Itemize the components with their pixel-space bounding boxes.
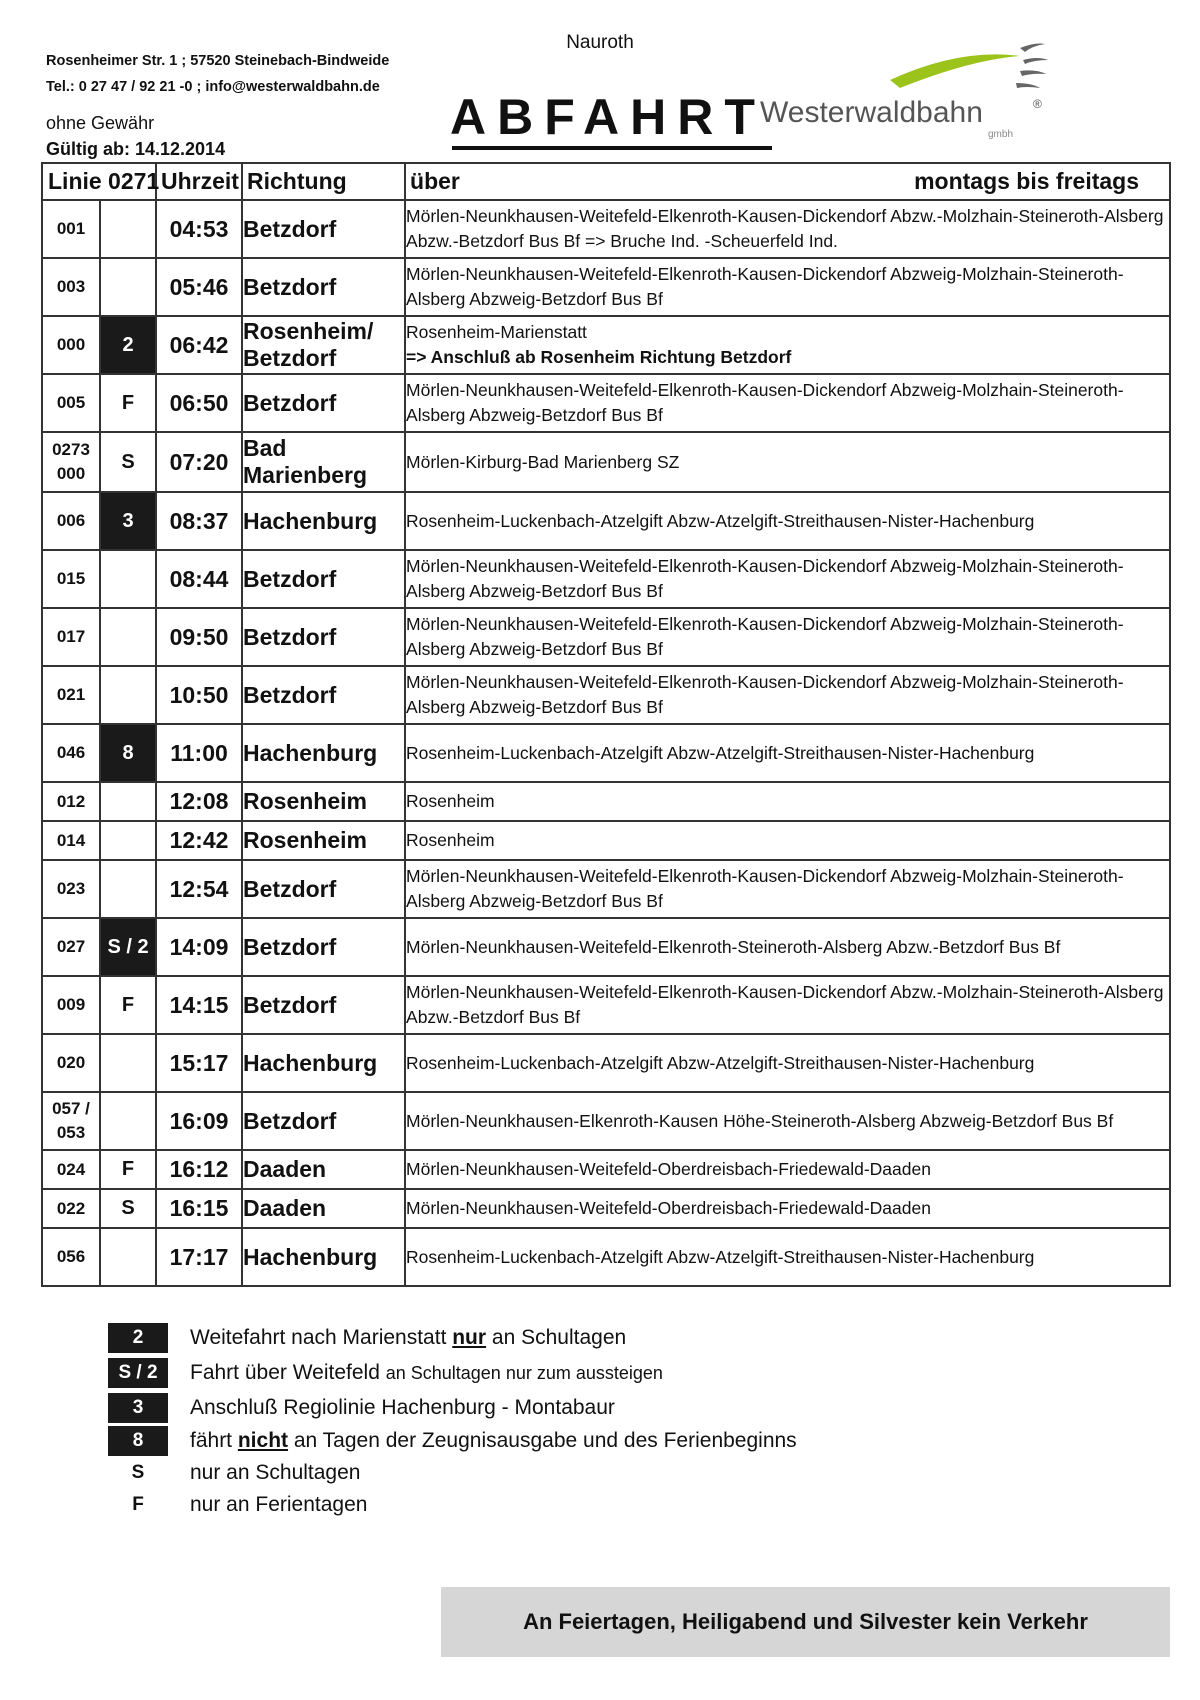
logo-swoosh [890, 54, 1020, 88]
route-via [405, 976, 1170, 1034]
route-via-text: Mörlen-Neunkhausen-Weitefeld-Elkenroth-Kausen-Dickendorf Abzweig-Molzhain-Steineroth-Alsberg Abzweig-Betzdorf Bus Bf [406, 380, 1124, 425]
trip-note: S [100, 432, 156, 492]
legend-text-part: an Schultagen nur zum aussteigen [385, 1363, 663, 1383]
company-contact: Tel.: 0 27 47 / 92 21 -0 ; info@westerwaldbahn.de [46, 79, 380, 95]
trip-note [100, 258, 156, 316]
valid-from: Gültig ab: 14.12.2014 [46, 139, 226, 159]
route-via [405, 316, 1170, 374]
route-via [405, 1034, 1170, 1092]
route-via [405, 608, 1170, 666]
table-row [42, 782, 1170, 821]
route-via-text: Mörlen-Neunkhausen-Weitefeld-Oberdreisbach-Friedewald-Daaden [406, 1198, 931, 1218]
trip-note [100, 1034, 156, 1092]
header-days: montags bis freitags [914, 168, 1140, 194]
route-via-text: Mörlen-Neunkhausen-Weitefeld-Elkenroth-Kausen-Dickendorf Abzweig-Molzhain-Steineroth-Alsberg Abzweig-Betzdorf Bus Bf [406, 264, 1124, 309]
table-row [42, 666, 1170, 724]
route-via [405, 1150, 1170, 1189]
departure-time: 12:08 [156, 782, 242, 821]
company-address: Rosenheimer Str. 1 ; 57520 Steinebach-Bindweide [46, 53, 390, 69]
stop-name: Nauroth [566, 32, 634, 53]
legend-text-part: an Schultagen [486, 1326, 627, 1349]
table-row [42, 860, 1170, 918]
direction: Hachenburg [242, 492, 405, 550]
legend-code: S / 2 [108, 1358, 168, 1388]
trip-note [100, 782, 156, 821]
direction: Betzdorf [242, 258, 405, 316]
line-number: 005 [42, 374, 100, 432]
direction: Bad Marienberg [242, 432, 405, 492]
departure-time: 16:12 [156, 1150, 242, 1189]
line-number: 046 [42, 724, 100, 782]
logo-gmbh: gmbh [988, 129, 1014, 140]
legend-code: F [132, 1494, 144, 1515]
line-number: 015 [42, 550, 100, 608]
table-row [42, 1228, 1170, 1286]
line-number: 021 [42, 666, 100, 724]
departure-time: 09:50 [156, 608, 242, 666]
logo-wordmark: Westerwaldbahn [760, 96, 983, 129]
trip-note [100, 821, 156, 860]
trip-note [100, 550, 156, 608]
departure-time: 16:15 [156, 1189, 242, 1228]
page-title: ABFAHRT [450, 89, 766, 145]
direction: Betzdorf [242, 200, 405, 258]
legend-description [190, 1393, 615, 1423]
table-row [42, 432, 1170, 492]
route-via [405, 432, 1170, 492]
departure-time: 14:09 [156, 918, 242, 976]
route-via-text: Mörlen-Neunkhausen-Weitefeld-Elkenroth-Steineroth-Alsberg Abzw.-Betzdorf Bus Bf [406, 936, 1061, 957]
line-number: 022 [42, 1189, 100, 1228]
trip-note [100, 1228, 156, 1286]
departure-time: 14:15 [156, 976, 242, 1034]
route-via-text: Mörlen-Neunkhausen-Weitefeld-Elkenroth-Kausen-Dickendorf Abzweig-Molzhain-Steineroth-Alsberg Abzweig-Betzdorf Bus Bf [406, 866, 1124, 911]
route-via-text: Rosenheim-Luckenbach-Atzelgift Abzw-Atzelgift-Streithausen-Nister-Hachenburg [406, 1246, 1035, 1267]
legend-text-part: nur an Schultagen [190, 1461, 361, 1484]
title-underline [452, 146, 772, 150]
legend-description [190, 1358, 663, 1388]
departure-time: 07:20 [156, 432, 242, 492]
line-number: 056 [42, 1228, 100, 1286]
line-number: 001 [42, 200, 100, 258]
route-via [405, 1092, 1170, 1150]
departure-time: 10:50 [156, 666, 242, 724]
direction: Betzdorf [242, 860, 405, 918]
direction: Rosenheim/ Betzdorf [242, 316, 405, 374]
table-row [42, 976, 1170, 1034]
trip-note [100, 200, 156, 258]
table-row [42, 492, 1170, 550]
route-via-text: Rosenheim [406, 830, 495, 850]
route-via-text: Mörlen-Neunkhausen-Weitefeld-Elkenroth-Kausen-Dickendorf Abzw.-Molzhain-Steineroth-Alsberg Abzw.-Betzdorf Bus Bf => Bruche Ind. -Scheuerfeld Ind. [406, 206, 1164, 251]
departure-time: 06:50 [156, 374, 242, 432]
logo-rails [1016, 44, 1048, 89]
trip-note: F [100, 374, 156, 432]
line-number: 057 / 053 [42, 1092, 100, 1150]
legend-text-part: nur [452, 1326, 487, 1349]
departure-time: 05:46 [156, 258, 242, 316]
legend-code: 3 [108, 1393, 168, 1423]
legend-description [190, 1490, 367, 1520]
legend-text-part: Anschluß Regiolinie Hachenburg - Montabaur [190, 1396, 615, 1419]
route-via-text: Rosenheim-Luckenbach-Atzelgift Abzw-Atzelgift-Streithausen-Nister-Hachenburg [406, 1052, 1035, 1073]
route-via [405, 860, 1170, 918]
legend-code: S [131, 1462, 145, 1483]
header-via-label: über [410, 168, 460, 194]
legend-text-part: fährt [190, 1429, 238, 1452]
direction: Betzdorf [242, 608, 405, 666]
legend-description [190, 1458, 360, 1488]
line-number: 003 [42, 258, 100, 316]
trip-note: 8 [100, 724, 156, 782]
table-row [42, 918, 1170, 976]
departure-time: 15:17 [156, 1034, 242, 1092]
header-direction: Richtung [242, 163, 405, 200]
route-via-text: Mörlen-Neunkhausen-Weitefeld-Elkenroth-Kausen-Dickendorf Abzweig-Molzhain-Steineroth-Alsberg Abzweig-Betzdorf Bus Bf [406, 672, 1124, 717]
departure-time: 12:54 [156, 860, 242, 918]
table-row [42, 821, 1170, 860]
route-via [405, 374, 1170, 432]
direction: Rosenheim [242, 821, 405, 860]
trip-note [100, 608, 156, 666]
route-via [405, 666, 1170, 724]
route-via [405, 821, 1170, 860]
legend-code: 2 [108, 1323, 168, 1353]
direction: Daaden [242, 1189, 405, 1228]
route-via-text: Rosenheim-Marienstatt [406, 322, 587, 342]
route-via-text: Rosenheim-Luckenbach-Atzelgift Abzw-Atzelgift-Streithausen-Nister-Hachenburg [406, 510, 1035, 531]
line-number: 0273 000 [42, 432, 100, 492]
trip-note: 2 [100, 316, 156, 374]
line-number: 017 [42, 608, 100, 666]
route-via [405, 550, 1170, 608]
route-via [405, 1228, 1170, 1286]
direction: Betzdorf [242, 666, 405, 724]
line-number: 006 [42, 492, 100, 550]
departure-time: 04:53 [156, 200, 242, 258]
table-row [42, 1034, 1170, 1092]
trip-note: S / 2 [100, 918, 156, 976]
line-number: 020 [42, 1034, 100, 1092]
table-row [42, 258, 1170, 316]
table-header-row [42, 163, 1170, 200]
trip-note: F [100, 976, 156, 1034]
route-via-text: Mörlen-Neunkhausen-Weitefeld-Oberdreisbach-Friedewald-Daaden [406, 1159, 931, 1179]
table-row [42, 608, 1170, 666]
legend-text-part: an Tagen der Zeugnisausgabe und des Ferienbeginns [288, 1429, 797, 1452]
direction: Hachenburg [242, 724, 405, 782]
table-row [42, 550, 1170, 608]
direction: Betzdorf [242, 550, 405, 608]
route-via-text: Mörlen-Neunkhausen-Weitefeld-Elkenroth-Kausen-Dickendorf Abzweig-Molzhain-Steineroth-Alsberg Abzweig-Betzdorf Bus Bf [406, 556, 1124, 601]
line-number: 009 [42, 976, 100, 1034]
route-via [405, 200, 1170, 258]
table-row [42, 1092, 1170, 1150]
legend-description [190, 1426, 797, 1456]
line-number: 014 [42, 821, 100, 860]
table-row [42, 200, 1170, 258]
route-via-text: Mörlen-Neunkhausen-Elkenroth-Kausen Höhe-Steineroth-Alsberg Abzweig-Betzdorf Bus Bf [406, 1110, 1114, 1131]
holiday-notice: An Feiertagen, Heiligabend und Silvester kein Verkehr [441, 1587, 1170, 1657]
departure-time: 06:42 [156, 316, 242, 374]
route-via [405, 492, 1170, 550]
route-via [405, 782, 1170, 821]
line-number: 024 [42, 1150, 100, 1189]
line-number: 027 [42, 918, 100, 976]
trip-note [100, 860, 156, 918]
route-via [405, 724, 1170, 782]
departure-time: 08:37 [156, 492, 242, 550]
disclaimer: ohne Gewähr [46, 113, 155, 133]
line-number: 023 [42, 860, 100, 918]
direction: Daaden [242, 1150, 405, 1189]
departure-time: 17:17 [156, 1228, 242, 1286]
line-number: 012 [42, 782, 100, 821]
direction: Betzdorf [242, 374, 405, 432]
route-via [405, 918, 1170, 976]
table-row [42, 724, 1170, 782]
legend-text-part: Fahrt über Weitefeld [190, 1361, 386, 1384]
direction: Hachenburg [242, 1034, 405, 1092]
timetable [41, 162, 1171, 1287]
table-row [42, 1189, 1170, 1228]
route-via-text: Rosenheim [406, 791, 495, 811]
route-connection-text: => Anschluß ab Rosenheim Richtung Betzdorf [406, 347, 792, 367]
legend-text-part: nur an Ferientagen [190, 1493, 368, 1516]
route-via-text: Rosenheim-Luckenbach-Atzelgift Abzw-Atzelgift-Streithausen-Nister-Hachenburg [406, 742, 1035, 763]
route-via-text: Mörlen-Neunkhausen-Weitefeld-Elkenroth-Kausen-Dickendorf Abzw.-Molzhain-Steineroth-Alsberg Abzw.-Betzdorf Bus Bf [406, 982, 1164, 1027]
trip-note [100, 1092, 156, 1150]
header-via [405, 163, 1170, 200]
line-number: 000 [42, 316, 100, 374]
departure-time: 08:44 [156, 550, 242, 608]
table-row [42, 374, 1170, 432]
legend-code: 8 [108, 1426, 168, 1456]
table-row [42, 316, 1170, 374]
legend-description [190, 1323, 626, 1353]
logo-registered: ® [1033, 97, 1042, 111]
departure-time: 12:42 [156, 821, 242, 860]
direction: Hachenburg [242, 1228, 405, 1286]
direction: Betzdorf [242, 918, 405, 976]
departure-time: 11:00 [156, 724, 242, 782]
route-via [405, 1189, 1170, 1228]
direction: Rosenheim [242, 782, 405, 821]
legend-text-part: nicht [237, 1429, 289, 1452]
table-row [42, 1150, 1170, 1189]
header-time: Uhrzeit [156, 163, 242, 200]
trip-note [100, 666, 156, 724]
direction: Betzdorf [242, 976, 405, 1034]
route-via-text: Mörlen-Neunkhausen-Weitefeld-Elkenroth-Kausen-Dickendorf Abzweig-Molzhain-Steineroth-Alsberg Abzweig-Betzdorf Bus Bf [406, 614, 1124, 659]
route-via-text: Mörlen-Kirburg-Bad Marienberg SZ [406, 451, 680, 472]
direction: Betzdorf [242, 1092, 405, 1150]
departure-time: 16:09 [156, 1092, 242, 1150]
trip-note: F [100, 1150, 156, 1189]
legend-text-part: Weitefahrt nach Marienstatt [190, 1326, 453, 1349]
trip-note: S [100, 1189, 156, 1228]
westerwaldbahn-logo [760, 38, 1160, 158]
route-via [405, 258, 1170, 316]
header-line: Linie 0271 [42, 163, 156, 200]
trip-note: 3 [100, 492, 156, 550]
